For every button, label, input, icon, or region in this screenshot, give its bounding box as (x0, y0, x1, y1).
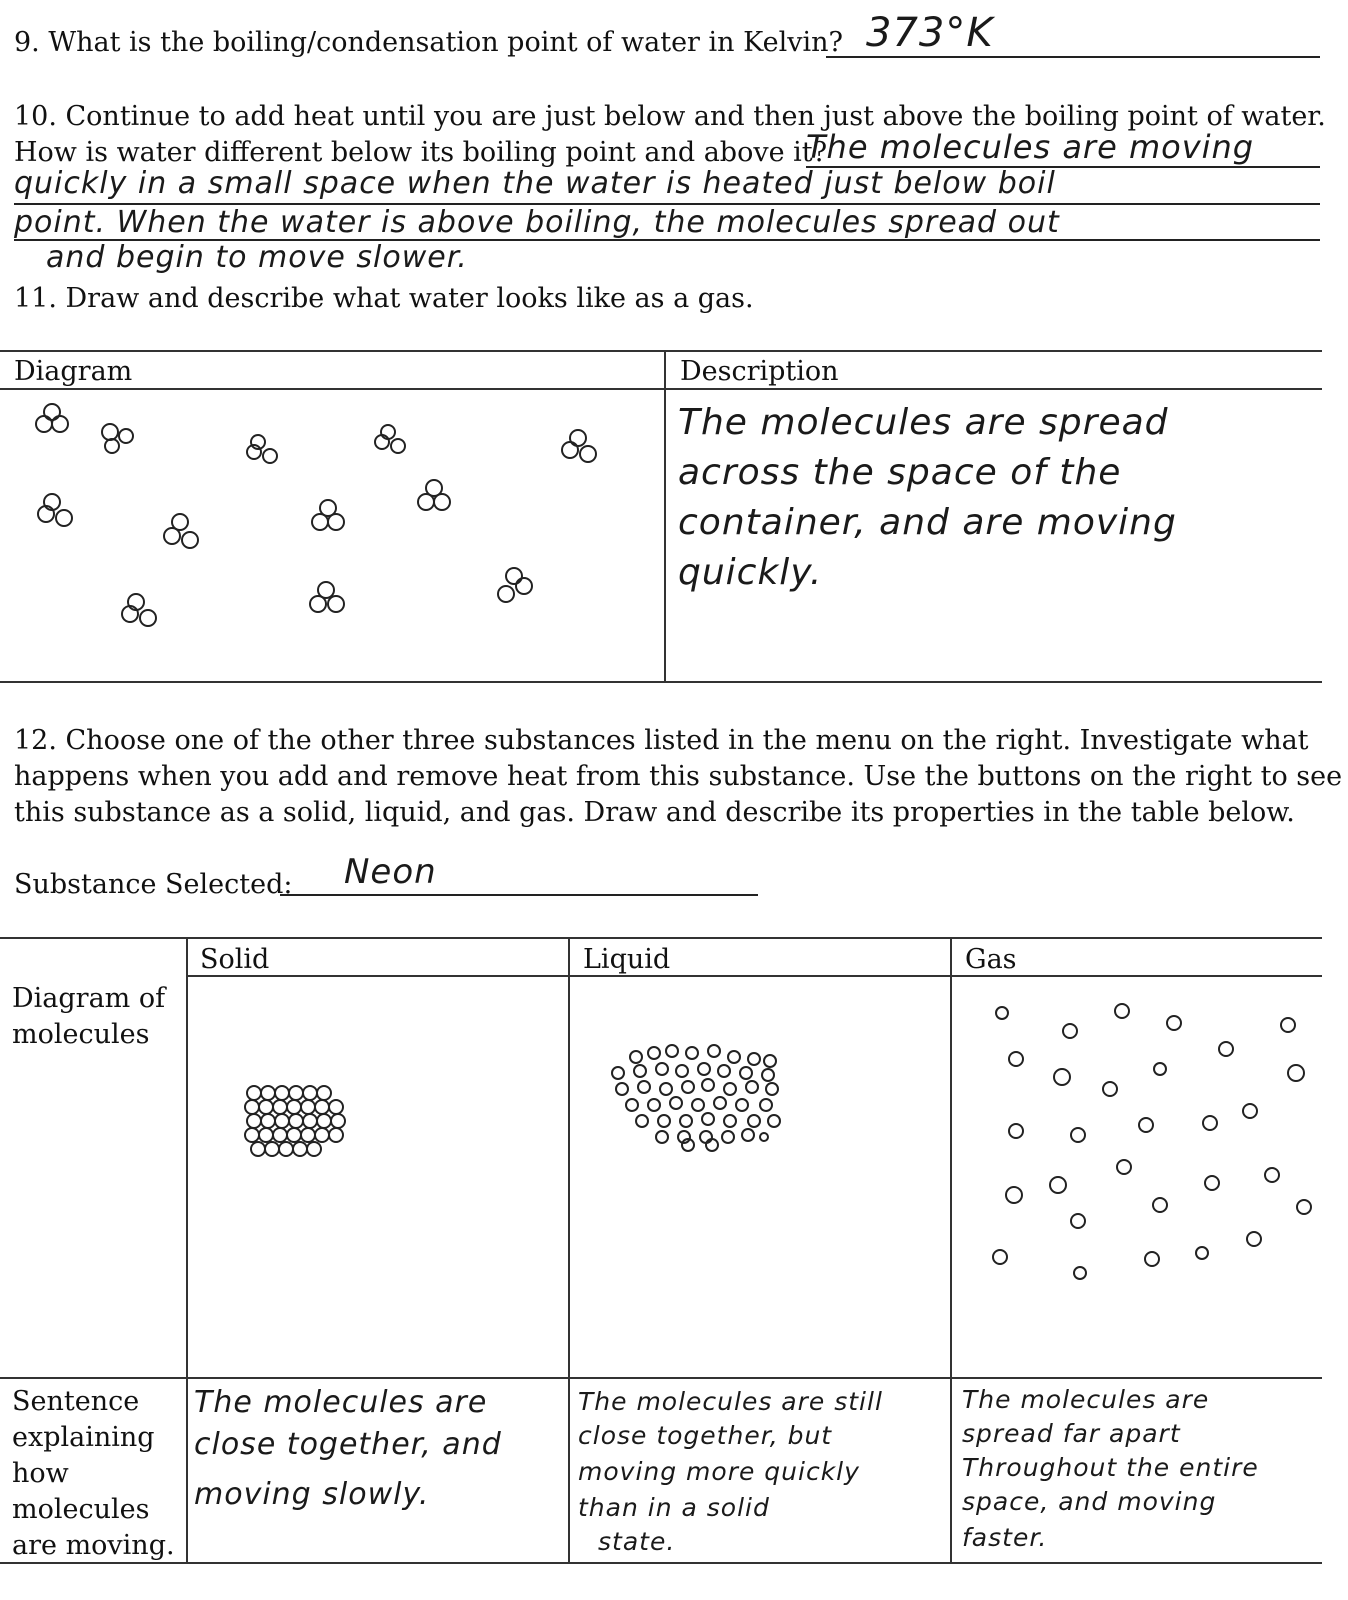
q11-description-header: Description (680, 356, 839, 387)
gas-text-5: faster. (962, 1523, 1048, 1552)
solid-molecules (245, 1086, 345, 1156)
neon-liquid-diagram (570, 977, 950, 1377)
row-label-sentence-5: are moving. (12, 1530, 175, 1561)
q10-question-line2: How is water different below its boiling point and above it? (14, 137, 828, 168)
gas-text-3: Throughout the entire (962, 1453, 1259, 1482)
q10-answer-line3: point. When the water is above boiling, the molecules spread out (14, 205, 1060, 240)
gas-text-2: spread far apart (962, 1419, 1181, 1448)
liquid-molecules (612, 1045, 780, 1151)
row-label-sentence-1: Sentence (12, 1386, 140, 1417)
neon-solid-diagram (188, 977, 568, 1377)
liquid-text-5: state. (598, 1527, 676, 1556)
row-label-sentence-2: explaining (12, 1422, 155, 1453)
liquid-text-2: close together, but (578, 1421, 833, 1450)
q11-question: 11. Draw and describe what water looks like as a gas. (14, 283, 754, 314)
solid-text-3: moving slowly. (194, 1477, 430, 1512)
q10-answer-line1: The molecules are moving (806, 128, 1255, 166)
q10-answer-line2: quickly in a small space when the water is heated just below boil (14, 166, 1056, 201)
q11-description-line3: container, and are moving (678, 502, 1177, 543)
liquid-text-4: than in a solid (578, 1493, 770, 1522)
q10-question-line1: 10. Continue to add heat until you are just below and then just above the boiling point of water. (14, 101, 1326, 132)
row-label-sentence-4: molecules (12, 1494, 150, 1525)
col-header-solid: Solid (200, 944, 270, 975)
q9-answer-line (826, 56, 1320, 58)
col-header-gas: Gas (965, 944, 1017, 975)
liquid-text-3: moving more quickly (578, 1457, 860, 1486)
q11-table-top (0, 350, 1322, 352)
substance-underline (280, 894, 758, 896)
q11-table-bottom (0, 681, 1322, 683)
water-molecule-drawing (36, 404, 596, 626)
q11-description-line4: quickly. (678, 552, 823, 593)
states-table-top (0, 937, 1322, 939)
row-label-diagram-2: molecules (12, 1019, 150, 1050)
q12-line3: this substance as a solid, liquid, and gas. Draw and describe its properties in the table below. (14, 797, 1295, 828)
substance-value: Neon (344, 852, 437, 892)
states-table-row-divider (0, 1377, 1322, 1379)
row-label-diagram-1: Diagram of (12, 983, 166, 1014)
substance-label: Substance Selected: (14, 869, 293, 900)
liquid-text-1: The molecules are still (578, 1387, 883, 1416)
q11-description-line1: The molecules are spread (678, 402, 1169, 443)
solid-text-2: close together, and (194, 1427, 502, 1462)
q11-table-divider (664, 350, 666, 681)
neon-gas-diagram (952, 977, 1324, 1377)
q9-question: 9. What is the boiling/condensation point of water in Kelvin? (14, 27, 843, 58)
gas-text-1: The molecules are (962, 1385, 1210, 1414)
q10-answer-line4: and begin to move slower. (46, 240, 468, 275)
q9-answer: 373°K (866, 10, 994, 56)
q12-line1: 12. Choose one of the other three substances listed in the menu on the right. Investigate what (14, 725, 1309, 756)
solid-text-1: The molecules are (194, 1385, 488, 1420)
q12-line2: happens when you add and remove heat from this substance. Use the buttons on the right to see (14, 761, 1343, 792)
q11-diagram-header: Diagram (14, 356, 133, 387)
q11-description-line2: across the space of the (678, 452, 1122, 493)
col-header-liquid: Liquid (583, 944, 671, 975)
row-label-sentence-3: how (12, 1458, 69, 1489)
gas-text-4: space, and moving (962, 1487, 1217, 1516)
states-table-bottom (0, 1562, 1322, 1564)
water-gas-diagram (0, 390, 664, 680)
gas-molecules (993, 1004, 1311, 1279)
